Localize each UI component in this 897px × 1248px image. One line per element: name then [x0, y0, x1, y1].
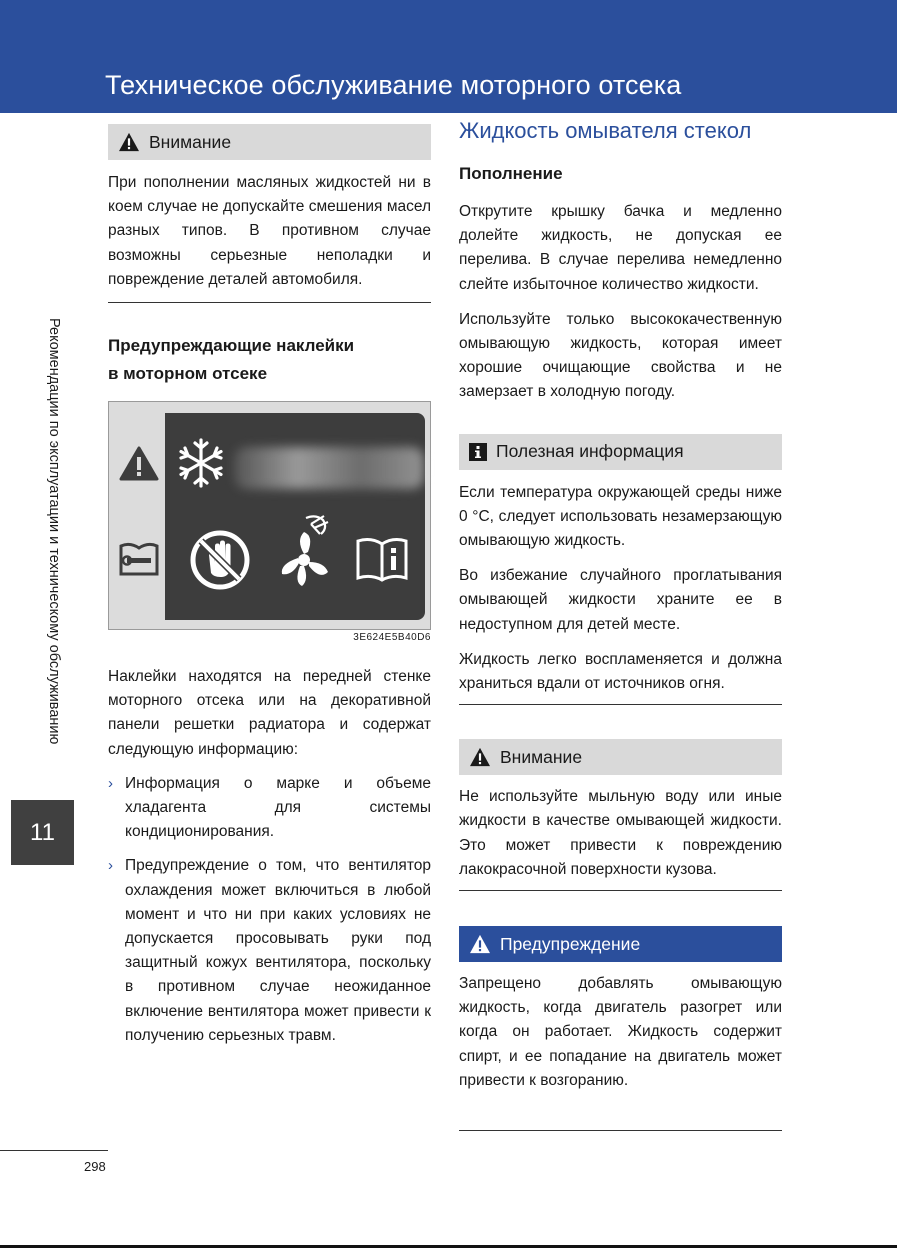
- stickers-heading-line2: в моторном отсеке: [108, 364, 268, 384]
- caution-box-header: [108, 124, 431, 160]
- caution-title: Внимание: [500, 746, 583, 767]
- stickers-heading-line1: Предупреждающие наклейки: [108, 336, 355, 356]
- footer-rule: [0, 1150, 108, 1151]
- page-title: Техническое обслуживание моторного отсека: [105, 70, 682, 100]
- divider: [459, 704, 782, 705]
- chapter-side-label: Рекомендации по эксплуатации и техническому обслуживанию: [46, 318, 62, 745]
- left-column: [108, 124, 431, 1048]
- chevron-right-icon: ›: [108, 857, 113, 875]
- info-title: Полезная информация: [496, 441, 684, 462]
- manual-book-icon: [355, 536, 409, 582]
- refill-paragraph: Открутите крышку бачка и медленно долейте жидкость, не допуская ее перелива. В случае перелива немедленно слейте избыточное количество жидкости.: [459, 203, 782, 293]
- page-header: [0, 0, 897, 113]
- info-box-header: [459, 434, 782, 470]
- snowflake-icon: [175, 437, 227, 489]
- image-code: 3E624E5B40D6: [353, 632, 431, 644]
- info-paragraph: Жидкость легко воспламеняется и должна храниться вдали от источников огня.: [459, 650, 782, 693]
- warning-triangle-icon: [469, 747, 491, 767]
- divider: [459, 890, 782, 891]
- caution-text: Не используйте мыльную воду или иные жидкости в качестве омывающей жидкости. Это может привести к повреждению лакокрасочной поверхности кузова.: [459, 788, 782, 878]
- caution-text: При пополнении масляных жидкостей ни в коем случае не допускайте смешения масел разных типов. В противном случае возможны серьезные неполадки и повреждение деталей автомобиля.: [108, 174, 431, 288]
- page-number: 298: [84, 1159, 106, 1174]
- danger-box-header: [459, 926, 782, 962]
- danger-title: Предупреждение: [500, 933, 641, 954]
- chevron-right-icon: ›: [108, 774, 113, 792]
- fan-icon: [276, 514, 336, 590]
- divider: [459, 1130, 782, 1131]
- stickers-intro: Наклейки находятся на передней стенке моторного отсека или на декоративной панели решетки радиатора и содержат следующую информацию:: [108, 668, 431, 758]
- service-manual-icon: [118, 540, 160, 578]
- blurred-refrigerant-text: [234, 447, 424, 489]
- no-hand-icon: [189, 529, 251, 591]
- warning-sticker-image: [108, 401, 431, 630]
- warning-triangle-icon: [119, 446, 159, 482]
- danger-text: Запрещено добавлять омывающую жидкость, когда двигатель разогрет или когда он работает. Жидкость содержит спирт, и ее попадание на двигатель может привести к возгоранию.: [459, 975, 782, 1089]
- warning-triangle-icon: [469, 934, 491, 954]
- section-title: Жидкость омывателя стекол: [459, 118, 752, 143]
- list-item: [108, 772, 431, 845]
- warning-triangle-icon: [118, 132, 140, 152]
- list-item-text: Предупреждение о том, что вентилятор охлаждения может включиться в любой момент и что ни при каких условиях не допускается просовывать руки под защитный кожух вентилятора, поскольку в противном случае неожиданное включение вентилятора может привести к получению серьезных травм.: [125, 857, 431, 1044]
- right-column: [459, 116, 782, 1093]
- info-paragraph: Во избежание случайного проглатывания омывающей жидкости храните ее в недоступном для детей месте.: [459, 567, 782, 633]
- list-item: [108, 854, 431, 1048]
- fluid-quality-paragraph: Используйте только высококачественную омывающую жидкость, которая имеет хорошие очищающие свойства и не замерзает в холодную погоду.: [459, 310, 782, 401]
- caution-box-header: [459, 739, 782, 775]
- info-paragraph: Если температура окружающей среды ниже 0 °C, следует использовать незамерзающую омывающую жидкость.: [459, 483, 782, 550]
- section-subtitle: Пополнение: [459, 164, 563, 183]
- divider: [108, 302, 431, 303]
- list-item-text: Информация о марке и объеме хладагента для системы кондиционирования.: [125, 774, 431, 841]
- caution-title: Внимание: [149, 131, 232, 152]
- chapter-tab: 11: [11, 800, 74, 865]
- info-icon: [469, 443, 487, 461]
